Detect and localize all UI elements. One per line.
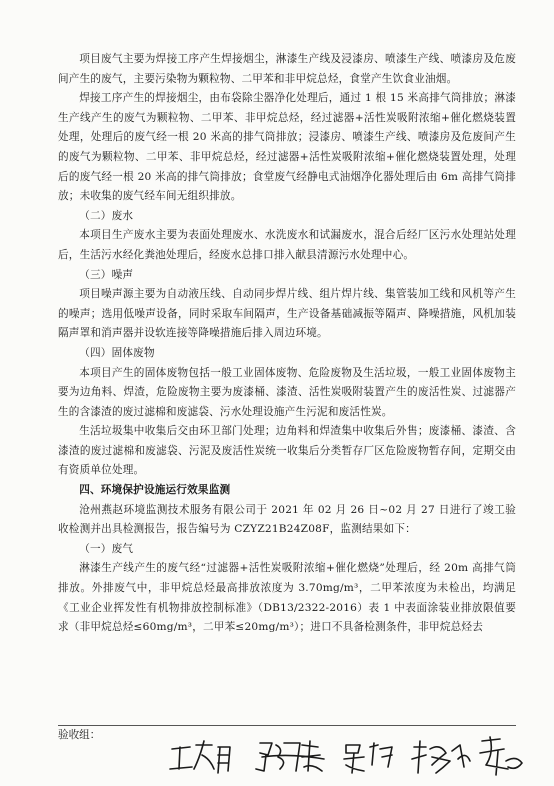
- paragraph: 本项目生产废水主要为表面处理废水、水洗废水和试漏废水，混合后经厂区污水处理站处理后，生活污水经化粪池处理后，经废水总排口排入献县清源污水处理中心。: [58, 229, 516, 261]
- signature-3: [344, 743, 392, 773]
- paragraph: 沧州燕赵环境监测技术服务有限公司于 2021 年 02 月 26 日~02 月 27 日进行了竣工验收检测并出具检测报告，报告编号为 CZYZ21B24Z08F，监测结果如下：: [58, 503, 516, 536]
- signature-1: [170, 741, 230, 773]
- paragraph: 项目噪声源主要为自动液压线、自动同步焊片线、组片焊片线、集管装加工线和风机等产生的噪声；选用低噪声设备，同时采取车间隔声，生产设备基础减振等隔声、降噪措施，风机加装隔声罩和消声器并设软连接等降噪措施后排入周边环境。: [58, 288, 516, 340]
- paragraph: 淋漆生产线产生的废气经“过滤器+活性炭吸附浓缩+催化燃烧”处理后，经 20m 高排气筒排放。外排废气中，非甲烷总烃最高排放浓度为 3.70mg/m³，二甲苯浓度为未检出，均满足《工业企业挥发性有机物排放控制标准》（DB13/2322-2016）表 1 中表面涂装业排放限值要求（非甲烷总烃≤60mg/m³，二甲苯≤20mg/m³）；进口不具备检测条件，非甲烷总烃去: [58, 562, 516, 634]
- signature-2: [256, 741, 324, 771]
- paragraph: 本项目产生的固体废物包括一般工业固体废物、危险废物及生活垃圾，一般工业固体废物主要为边角料、焊渣，危险废物主要为废漆桶、漆渣、活性炭吸附装置产生的废活性炭、过滤器产生的含漆渣的废过滤棉和废滤袋、污水处理设施产生污泥和废活性炭。: [58, 366, 516, 418]
- section-heading: （四）固体废物: [79, 346, 155, 359]
- handwritten-signatures: [160, 735, 540, 780]
- acceptance-group-label: 验收组：: [58, 729, 101, 741]
- signature-5: [480, 737, 522, 775]
- document-body: [58, 50, 516, 638]
- section-heading: （二）废水: [79, 209, 134, 222]
- paragraph: 焊接工序产生的焊接烟尘，由布袋除尘器净化处理后，通过 1 根 15 米高排气筒排放；淋漆生产线产生的废气为颗粒物、二甲苯、非甲烷总烃，经过滤器+活性炭吸附浓缩+催化燃烧装置处理，处理后的废气经一根 20 米高的排气筒排放；浸漆房、喷漆生产线、喷漆房及危废间产生的废气为颗粒物、二甲苯、非甲烷总烃，经过滤器+活性炭吸附浓缩+催化燃烧装置处理，处理后的废气经一根 20 米高的排气筒排放；食堂废气经静电式油烟净化器处理后由 6m 高排气筒排放；未收集的废气经车间无组织排放。: [58, 92, 516, 203]
- section-heading: 四、环境保护设施运行效果监测: [79, 484, 231, 497]
- section-heading: （一）废气: [79, 542, 134, 555]
- section-heading: （三）噪声: [79, 268, 134, 281]
- signature-divider: [58, 725, 516, 726]
- paragraph: 生活垃圾集中收集后交由环卫部门处理；边角料和焊渣集中收集后外售；废漆桶、漆渣、含漆渣的废过滤棉和废滤袋、污泥及废活性炭统一收集后分类暂存厂区危险废物暂存间，定期交由有资质单位处理。: [58, 425, 516, 477]
- paragraph: 项目废气主要为焊接工序产生焊接烟尘，淋漆生产线及浸漆房、喷漆生产线、喷漆房及危废间产生的废气，主要污染物为颗粒物、二甲苯和非甲烷总烃，食堂产生饮食业油烟。: [58, 53, 516, 85]
- signature-4: [412, 741, 470, 773]
